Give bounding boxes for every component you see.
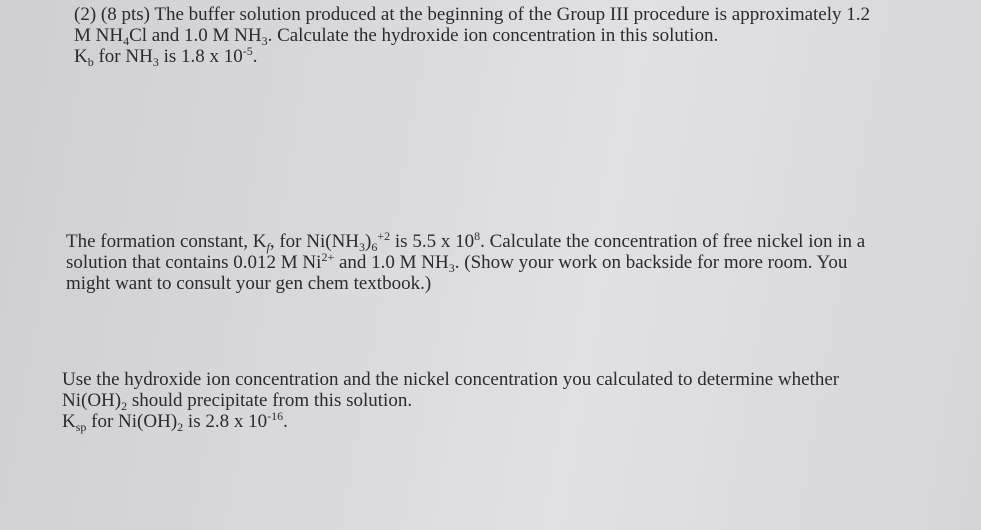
q3-nh3-subscript: 3 xyxy=(448,261,455,275)
q3-line2-rest: . (Show your work on backside for more room. You xyxy=(454,252,848,273)
q4-nioh-text: Ni(OH) xyxy=(62,390,122,411)
q2-for-nh: for NH xyxy=(93,46,153,67)
q2-line2-rest: . Calculate the hydroxide ion concentration in this solution. xyxy=(267,25,719,46)
q3-kf-value: is 5.5 x 10 xyxy=(390,231,475,252)
q4-line2-rest: should precipitate from this solution. xyxy=(127,390,413,411)
question-4-line-2 xyxy=(62,390,839,411)
q4-ksp-subscript: sp xyxy=(75,420,87,434)
question-3-line-1 xyxy=(66,231,865,252)
q2-k-subscript: b xyxy=(87,55,94,69)
question-2-line-1 xyxy=(74,4,870,25)
q3-kf-subscript: f xyxy=(266,240,270,254)
q2-subscript-3: 3 xyxy=(261,34,268,48)
question-3-line-3: might want to consult your gen chem textbook.) xyxy=(66,273,432,294)
question-4-line-1: Use the hydroxide ion concentration and the nickel concentration you calculated to determine whether xyxy=(62,369,840,390)
q4-for-nioh: for Ni(OH) xyxy=(86,411,178,432)
q3-line1-rest: . Calculate the concentration of free nickel ion in a xyxy=(480,231,866,252)
q4-subscript-2: 2 xyxy=(121,399,128,413)
question-2-line-3 xyxy=(74,46,870,67)
q2-cl-text: Cl and 1.0 M NH xyxy=(129,25,262,46)
question-4-text xyxy=(62,369,839,432)
q4-ksp-exponent: -16 xyxy=(267,409,284,423)
q3-subscript-3: 3 xyxy=(359,240,366,254)
q2-k-symbol: K xyxy=(74,46,88,67)
question-2-line-2 xyxy=(74,25,870,46)
q4-oh-subscript: 2 xyxy=(177,420,184,434)
q2-kb-exponent: -5 xyxy=(242,44,253,58)
q4-ksp-value: is 2.8 x 10 xyxy=(183,411,268,432)
q3-paren: ) xyxy=(365,231,372,252)
q3-complex-text: , for Ni(NH xyxy=(269,231,360,252)
q3-charge: +2 xyxy=(377,229,391,243)
question-3-line-2 xyxy=(66,252,865,273)
q3-solution-text: solution that contains 0.012 M Ni xyxy=(66,252,322,273)
q3-ni-charge: 2+ xyxy=(321,250,335,264)
question-3-text xyxy=(66,231,865,294)
q2-period: . xyxy=(252,46,258,67)
q4-k-symbol: K xyxy=(62,411,76,432)
q4-period: . xyxy=(283,411,288,432)
q3-kf-exponent: 8 xyxy=(474,229,481,243)
question-4-line-3 xyxy=(62,411,839,432)
q2-subscript-4: 4 xyxy=(123,34,130,48)
question-2-text xyxy=(74,4,870,67)
q2-nh3-subscript: 3 xyxy=(152,55,159,69)
q2-nh-text: M NH xyxy=(74,25,124,46)
q2-line1-text: (2) (8 pts) The buffer solution produced at the beginning of the Group III procedure is approximately 1.2 xyxy=(74,4,871,25)
q3-nh3-text: and 1.0 M NH xyxy=(334,252,449,273)
q3-formation-constant-text: The formation constant, K xyxy=(66,231,267,252)
q2-kb-value: is 1.8 x 10 xyxy=(158,46,243,67)
q3-subscript-6: 6 xyxy=(371,240,378,254)
